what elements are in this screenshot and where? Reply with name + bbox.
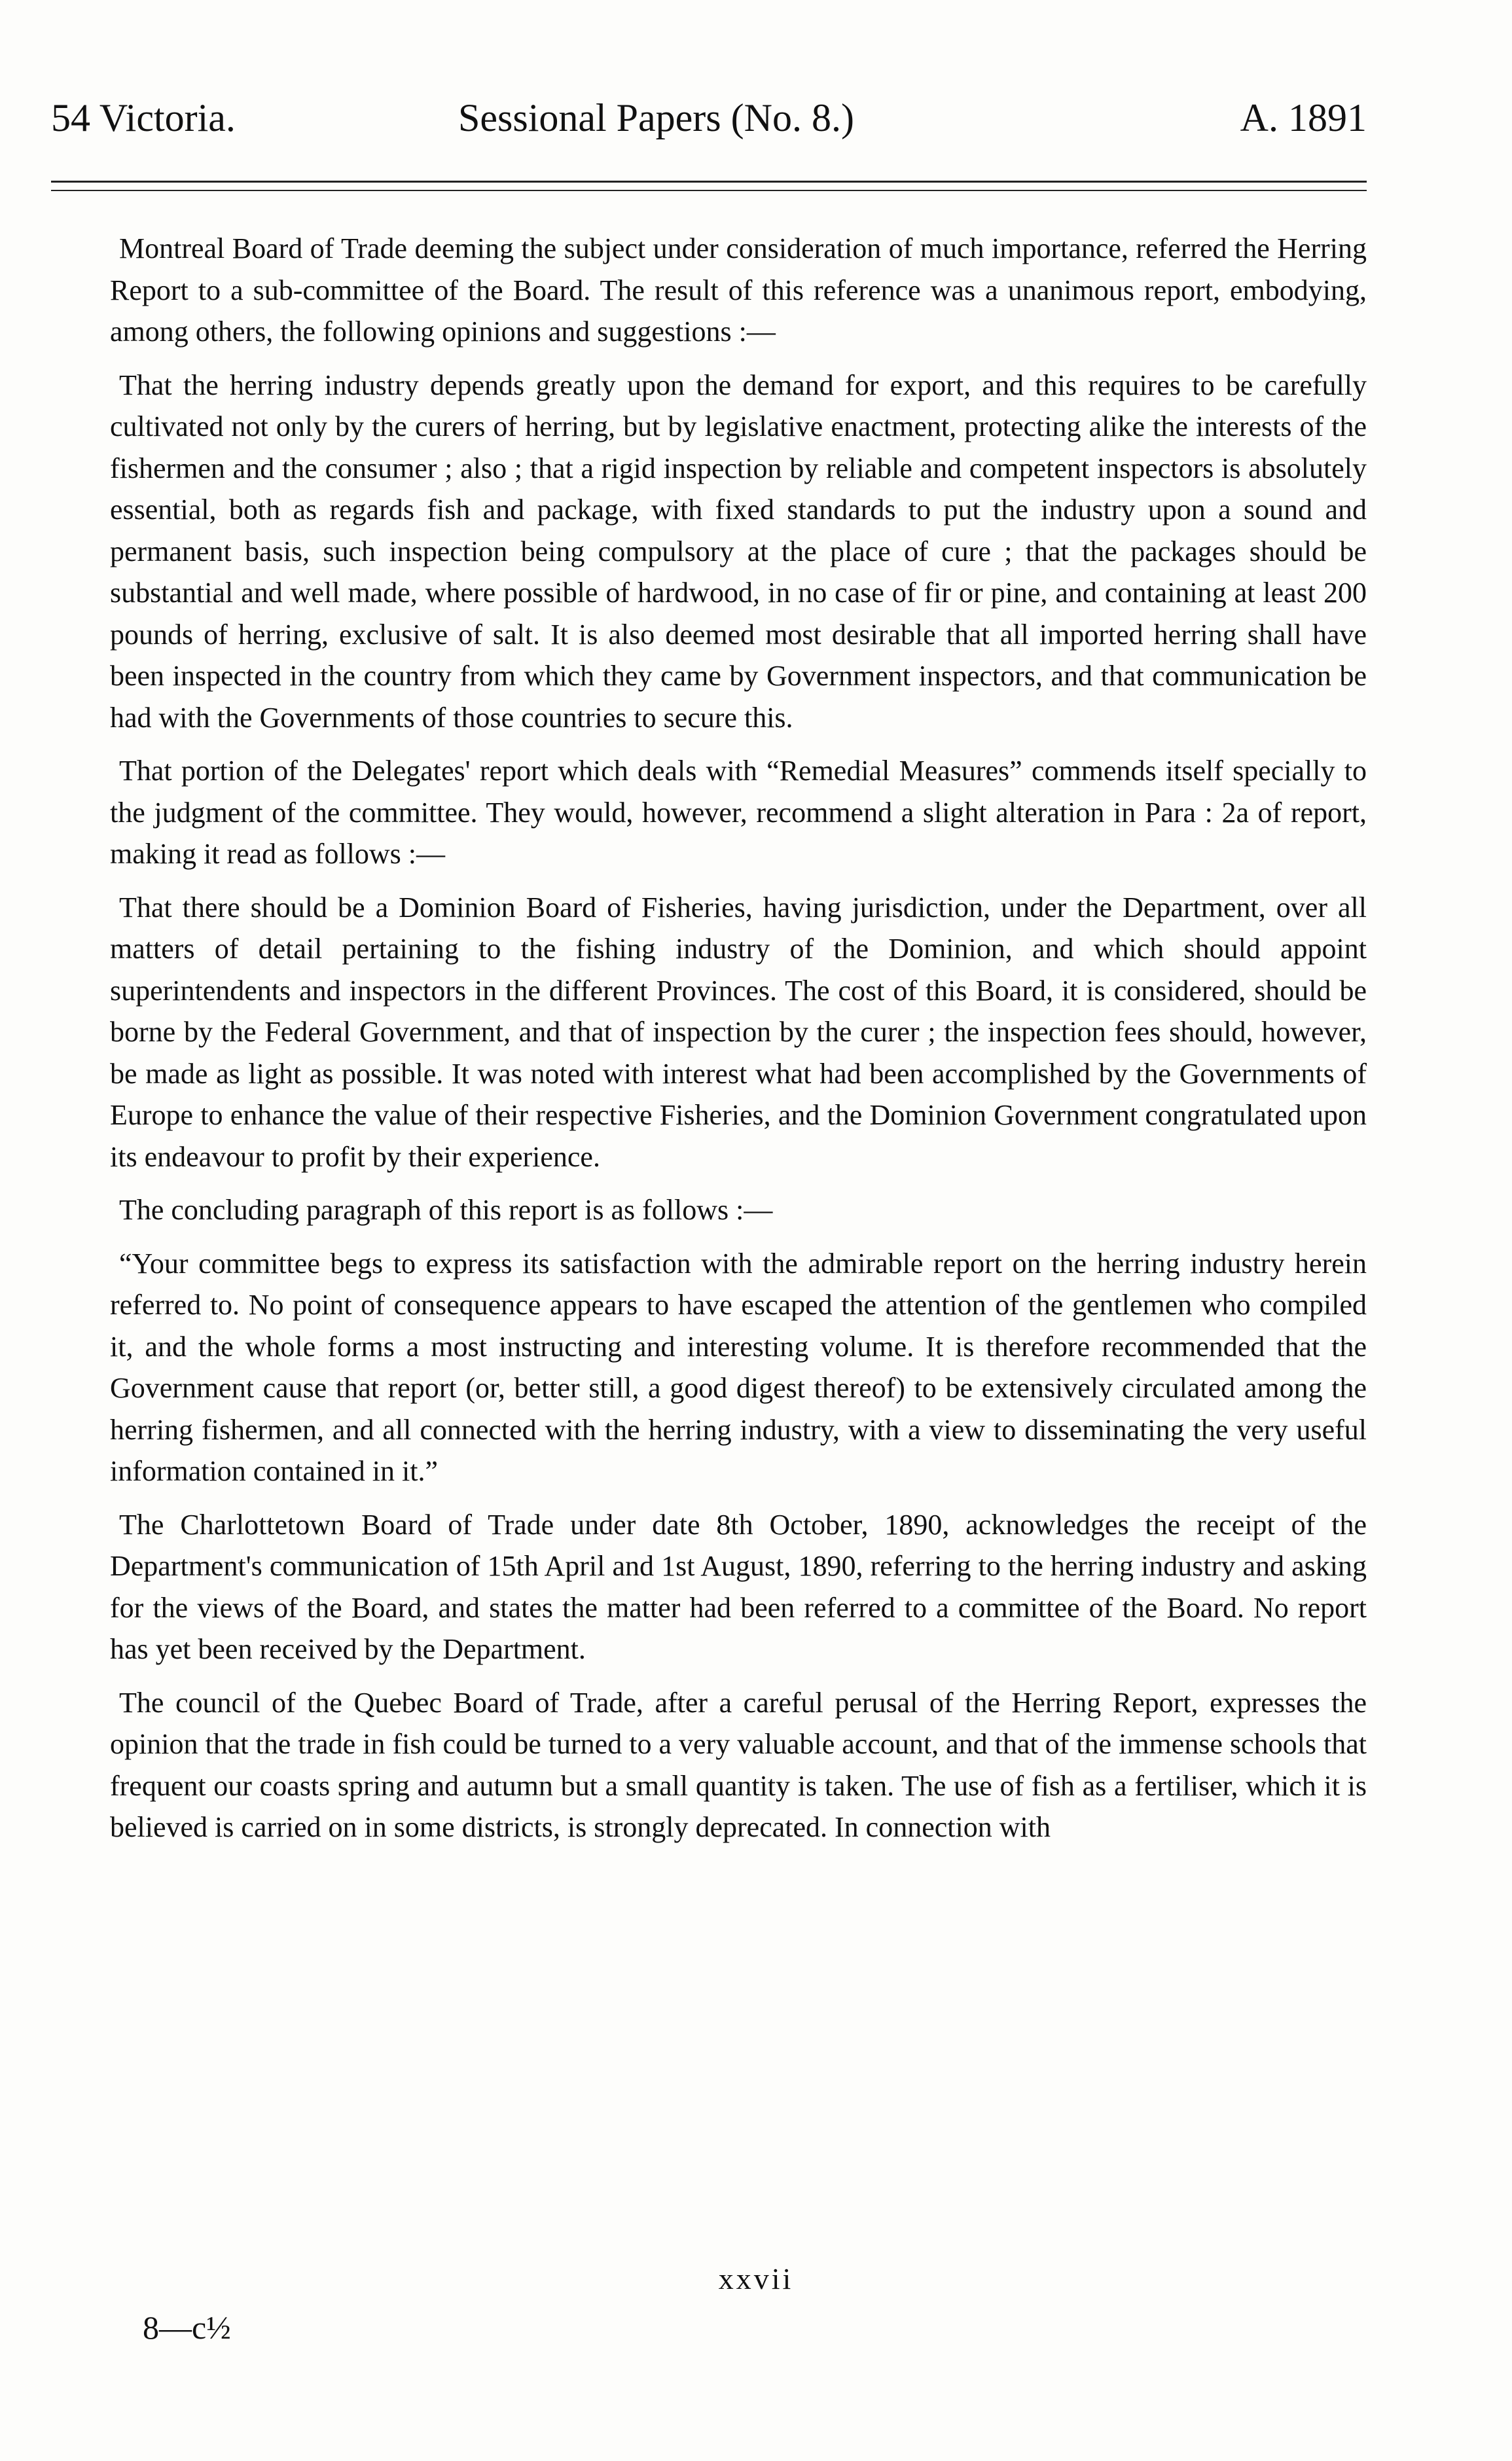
- signature-mark: 8—c½: [143, 2309, 231, 2346]
- paragraph-charlottetown: The Charlottetown Board of Trade under date 8th October, 1890, acknowledges the receipt of the Department's communication of 15th April and 1st August, 1890, referring to the herring industry and asking for the views of the Board, and states the matter had been referred to a committee of the Board. No report has yet been received by the Department.: [110, 1508, 1367, 1665]
- running-header: [51, 92, 1367, 144]
- paragraph-quebec: The council of the Quebec Board of Trade, after a careful perusal of the Herring Report, expresses the opinion that the trade in fish could be turned to a very valuable account, and that of the immense schools that frequent our coasts spring and autumn but a small quantity is taken. The use of fish as a fertiliser, which it is believed is carried on in some districts, is strongly deprecated. In connection with: [110, 1686, 1367, 1843]
- header-year: A. 1891: [1240, 96, 1367, 139]
- paragraph-delegates-report: That portion of the Delegates' report which deals with “Remedial Measures” commends itself specially to the judgment of the committee. They would, however, recommend a slight alteration in Para : 2a of report, making it read as follows :—: [110, 755, 1367, 870]
- paragraph-committee-quote: “Your committee begs to express its satisfaction with the admirable report on the herring industry herein referred to. No point of consequence appears to have escaped the attention of the gentlemen who compiled it, and the whole forms a most instructing and interesting volume. It is therefore recommended that the Government cause that report (or, better still, a good digest thereof) to be extensively circulated among the herring fishermen, and all connected with the herring industry, with a view to disseminating the very useful information contained in it.”: [110, 1247, 1367, 1487]
- paragraph-dominion-board: That there should be a Dominion Board of Fisheries, having jurisdiction, under the Department, over all matters of detail pertaining to the fishing industry of the Dominion, and which should appoint superintendents and inspectors in the different Provinces. The cost of this Board, it is considered, should be borne by the Federal Government, and that of inspection by the curer ; the inspection fees should, however, be made as light as possible. It was noted with interest what had been accomplished by the Governments of Europe to enhance the value of their respective Fisheries, and the Dominion Government congratulated upon its endeavour to profit by their experience.: [110, 891, 1367, 1173]
- header-rule-top: [51, 181, 1367, 183]
- paragraph-concluding-intro: The concluding paragraph of this report is as follows :—: [119, 1194, 773, 1226]
- header-title: Sessional Papers (No. 8.): [458, 96, 854, 139]
- body-text: [110, 228, 1367, 1860]
- page-number: xxvii: [718, 2262, 794, 2295]
- paragraph-montreal-intro: Montreal Board of Trade deeming the subject under consideration of much importance, referred the Herring Report to a sub-committee of the Board. The result of this reference was a unanimous report, embodying, among others, the following opinions and suggestions :—: [110, 232, 1367, 348]
- header-rule-bottom: [51, 190, 1367, 191]
- paragraph-herring-industry: That the herring industry depends greatly upon the demand for export, and this requires to be carefully cultivated not only by the curers of herring, but by legislative enactment, protecting alike the interests of the fishermen and the consumer ; also ; that a rigid inspection by reliable and competent inspectors is absolutely essential, both as regards fish and package, with fixed standards to put the industry upon a sound and permanent basis, such inspection being compulsory at the place of cure ; that the packages should be substantial and well made, where possible of hardwood, in no case of fir or pine, and containing at least 200 pounds of herring, exclusive of salt. It is also deemed most desirable that all imported herring shall have been inspected in the country from which they came by Government inspectors, and that communication be had with the Governments of those countries to secure this.: [110, 368, 1367, 734]
- header-session: 54 Victoria.: [51, 96, 236, 139]
